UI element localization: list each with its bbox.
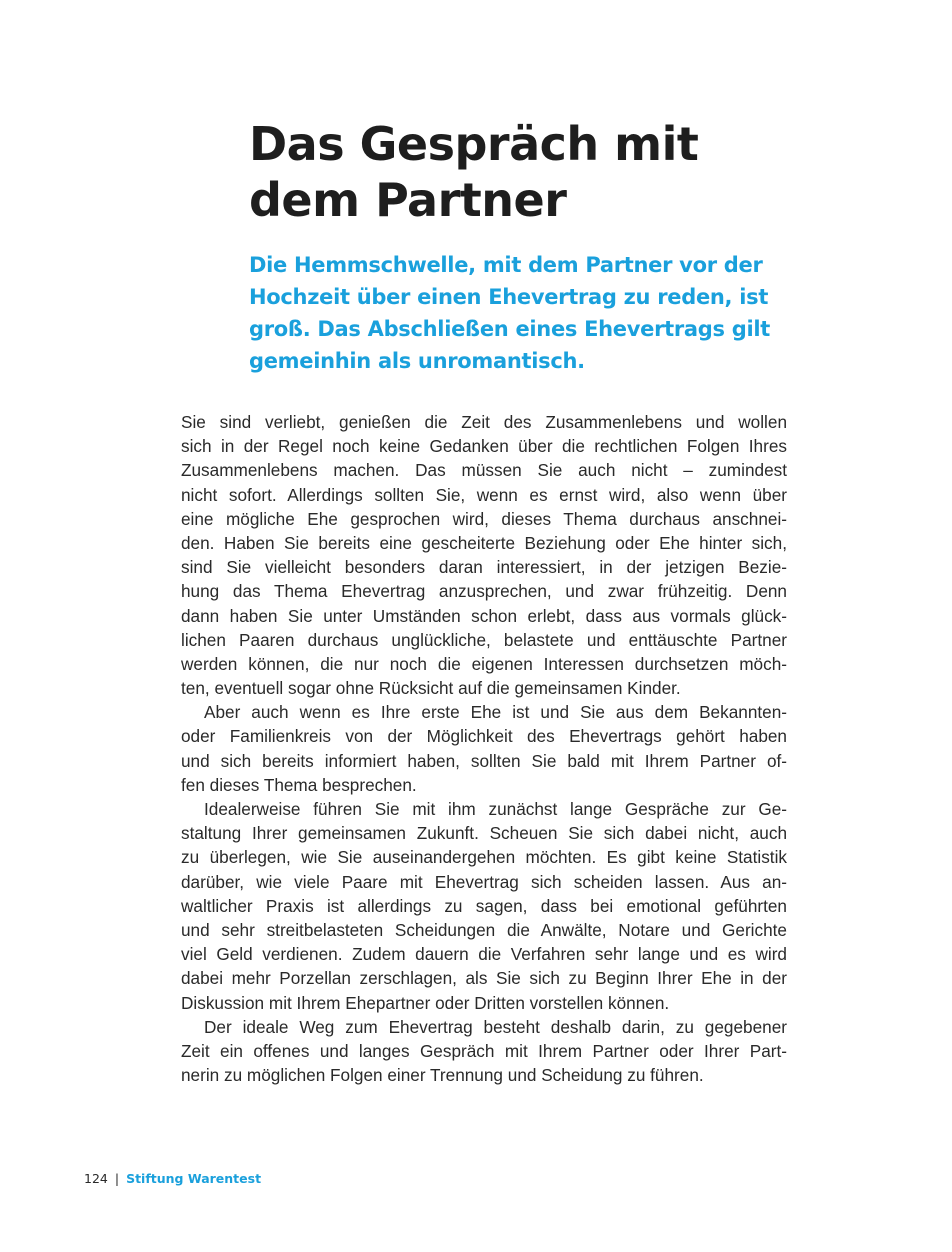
text-line: werden können, die nur noch die eigenen Interessen durchsetzen möch- [181,653,787,674]
paragraph-4 [181,1015,787,1088]
text-line: dabei mehr Porzellan zerschlagen, als Sie sich zu Beginn Ihrer Ehe in der [181,968,787,989]
text-line: staltung Ihrer gemeinsamen Zukunft. Scheuen Sie sich dabei nicht, auch [181,823,787,844]
text-line: sich in der Regel noch keine Gedanken über die rechtlichen Folgen Ihres [181,436,787,457]
text-line: Zeit ein offenes und langes Gespräch mit Ihrem Partner oder Ihrer Part- [181,1040,787,1061]
text-line: darüber, wie viele Paare mit Ehevertrag sich scheiden lassen. Aus an- [181,871,787,892]
text-line: zu überlegen, wie Sie auseinandergehen möchten. Es gibt keine Statistik [181,847,787,868]
text-line: sind Sie vielleicht besonders daran interessiert, in der jetzigen Bezie- [181,557,787,578]
footer-separator: | [114,1171,120,1186]
lead-line: Die Hemmschwelle, mit dem Partner vor der [249,253,763,277]
lead-line: Hochzeit über einen Ehevertrag zu reden, ist [249,285,769,309]
text-line: dann haben Sie unter Umständen schon erlebt, dass aus vormals glück- [181,605,787,626]
paragraph-2 [181,700,787,797]
text-line: Zusammenlebens machen. Das müssen Sie auch nicht – zumindest [181,460,787,481]
title-line: Das Gespräch mit [249,117,699,171]
publisher-name: Stiftung Warentest [126,1171,262,1186]
lead-line: groß. Das Abschließen eines Ehevertrags gilt [249,317,770,341]
text-line: Diskussion mit Ihrem Ehepartner oder Dritten vorstellen können. [181,992,670,1013]
text-line: Sie sind verliebt, genießen die Zeit des Zusammenlebens und wollen [181,412,787,432]
text-line: und sich bereits informiert haben, sollten Sie bald mit Ihrem Partner of- [181,750,787,771]
text-line: eine mögliche Ehe gesprochen wird, dieses Thema durchaus anschnei- [181,508,787,529]
text-line: den. Haben Sie bereits eine gescheiterte Beziehung oder Ehe hinter sich, [181,532,787,553]
page-number: 124 [84,1171,108,1186]
text-line: lichen Paaren durchaus unglückliche, belastete und enttäuschte Partner [181,629,787,650]
lead-line: gemeinhin als unromantisch. [249,349,585,373]
text-line: hung das Thema Ehevertrag anzusprechen, und zwar frühzeitig. Denn [181,581,787,602]
lead-paragraph [249,249,789,377]
text-line: oder Familienkreis von der Möglichkeit des Ehevertrags gehört haben [181,726,787,747]
text-line: ten, eventuell sogar ohne Rücksicht auf die gemeinsamen Kinder. [181,678,681,699]
text-line: Der ideale Weg zum Ehevertrag besteht deshalb darin, zu gegebener [204,1016,787,1037]
text-line: und sehr streitbelasteten Scheidungen die Anwälte, Notare und Gerichte [181,919,787,940]
text-line: viel Geld verdienen. Zudem dauern die Verfahren sehr lange und es wird [181,944,787,965]
text-line: nicht sofort. Allerdings sollten Sie, wenn es ernst wird, also wenn über [181,484,787,505]
text-line: nerin zu möglichen Folgen einer Trennung und Scheidung zu führen. [181,1065,704,1086]
text-line: fen dieses Thema besprechen. [181,774,417,795]
paragraph-1 [181,410,787,700]
body-text [181,410,787,1087]
page-footer [84,1171,261,1187]
text-line: waltlicher Praxis ist allerdings zu sagen, dass bei emotional geführten [181,895,787,916]
page-title [249,116,809,228]
text-line: Aber auch wenn es Ihre erste Ehe ist und Sie aus dem Bekannten- [204,702,787,723]
paragraph-3 [181,797,787,1015]
text-line: Idealerweise führen Sie mit ihm zunächst lange Gespräche zur Ge- [204,799,787,819]
title-line: dem Partner [249,173,567,227]
